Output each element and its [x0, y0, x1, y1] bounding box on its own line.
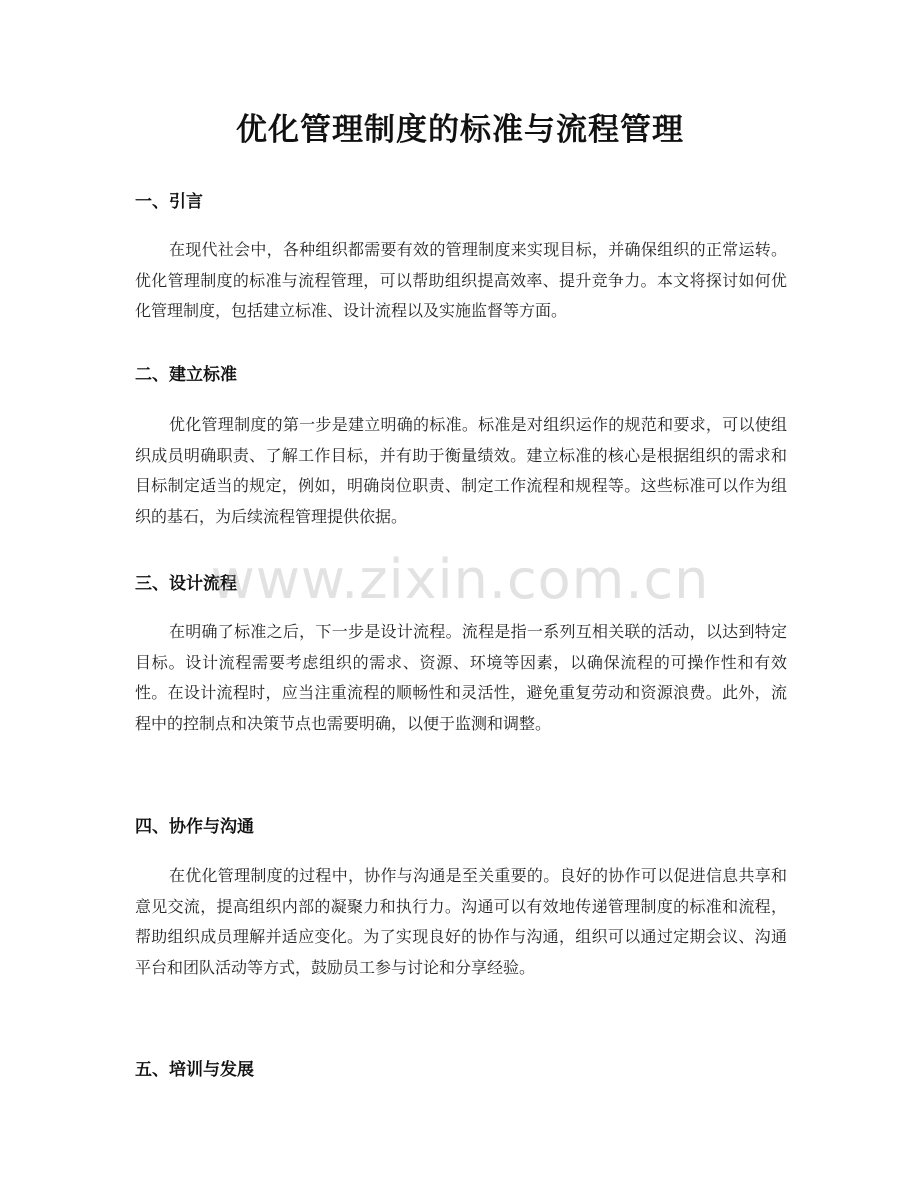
- section-heading-design-process: 三、设计流程: [135, 574, 237, 594]
- section-paragraph-design-process: 在明确了标准之后，下一步是设计流程。流程是指一系列互相关联的活动，以达到特定目标。设计流程需要考虑组织的需求、资源、环境等因素，以确保流程的可操作性和有效性。在设计流程时，应当注重流程的顺畅性和灵活性，避免重复劳动和资源浪费。此外，流程中的控制点和决策节点也需要明确，以便于监测和调整。: [135, 622, 787, 733]
- section-heading-training: 五、培训与发展: [135, 1060, 254, 1080]
- watermark: www.zixin.com.cn: [210, 548, 710, 611]
- section-paragraph-establish-standards: 优化管理制度的第一步是建立明确的标准。标准是对组织运作的规范和要求，可以使组织成员明确职责、了解工作目标，并有助于衡量绩效。建立标准的核心是根据组织的需求和目标制定适当的规定，例如，明确岗位职责、制定工作流程和规程等。这些标准可以作为组织的基石，为后续流程管理提供依据。: [135, 415, 787, 526]
- section-paragraph-introduction: 在现代社会中，各种组织都需要有效的管理制度来实现目标，并确保组织的正常运转。优化管理制度的标准与流程管理，可以帮助组织提高效率、提升竞争力。本文将探讨如何优化管理制度，包括建立标准、设计流程以及实施监督等方面。: [135, 240, 787, 320]
- section-heading-introduction: 一、引言: [135, 192, 203, 212]
- section-paragraph-collaboration: 在优化管理制度的过程中，协作与沟通是至关重要的。良好的协作可以促进信息共享和意见交流，提高组织内部的凝聚力和执行力。沟通可以有效地传递管理制度的标准和流程，帮助组织成员理解并适应变化。为了实现良好的协作与沟通，组织可以通过定期会议、沟通平台和团队活动等方式，鼓励员工参与讨论和分享经验。: [135, 866, 787, 977]
- section-heading-establish-standards: 二、建立标准: [135, 365, 237, 385]
- section-heading-collaboration: 四、协作与沟通: [135, 817, 254, 837]
- document-title: 优化管理制度的标准与流程管理: [236, 112, 684, 148]
